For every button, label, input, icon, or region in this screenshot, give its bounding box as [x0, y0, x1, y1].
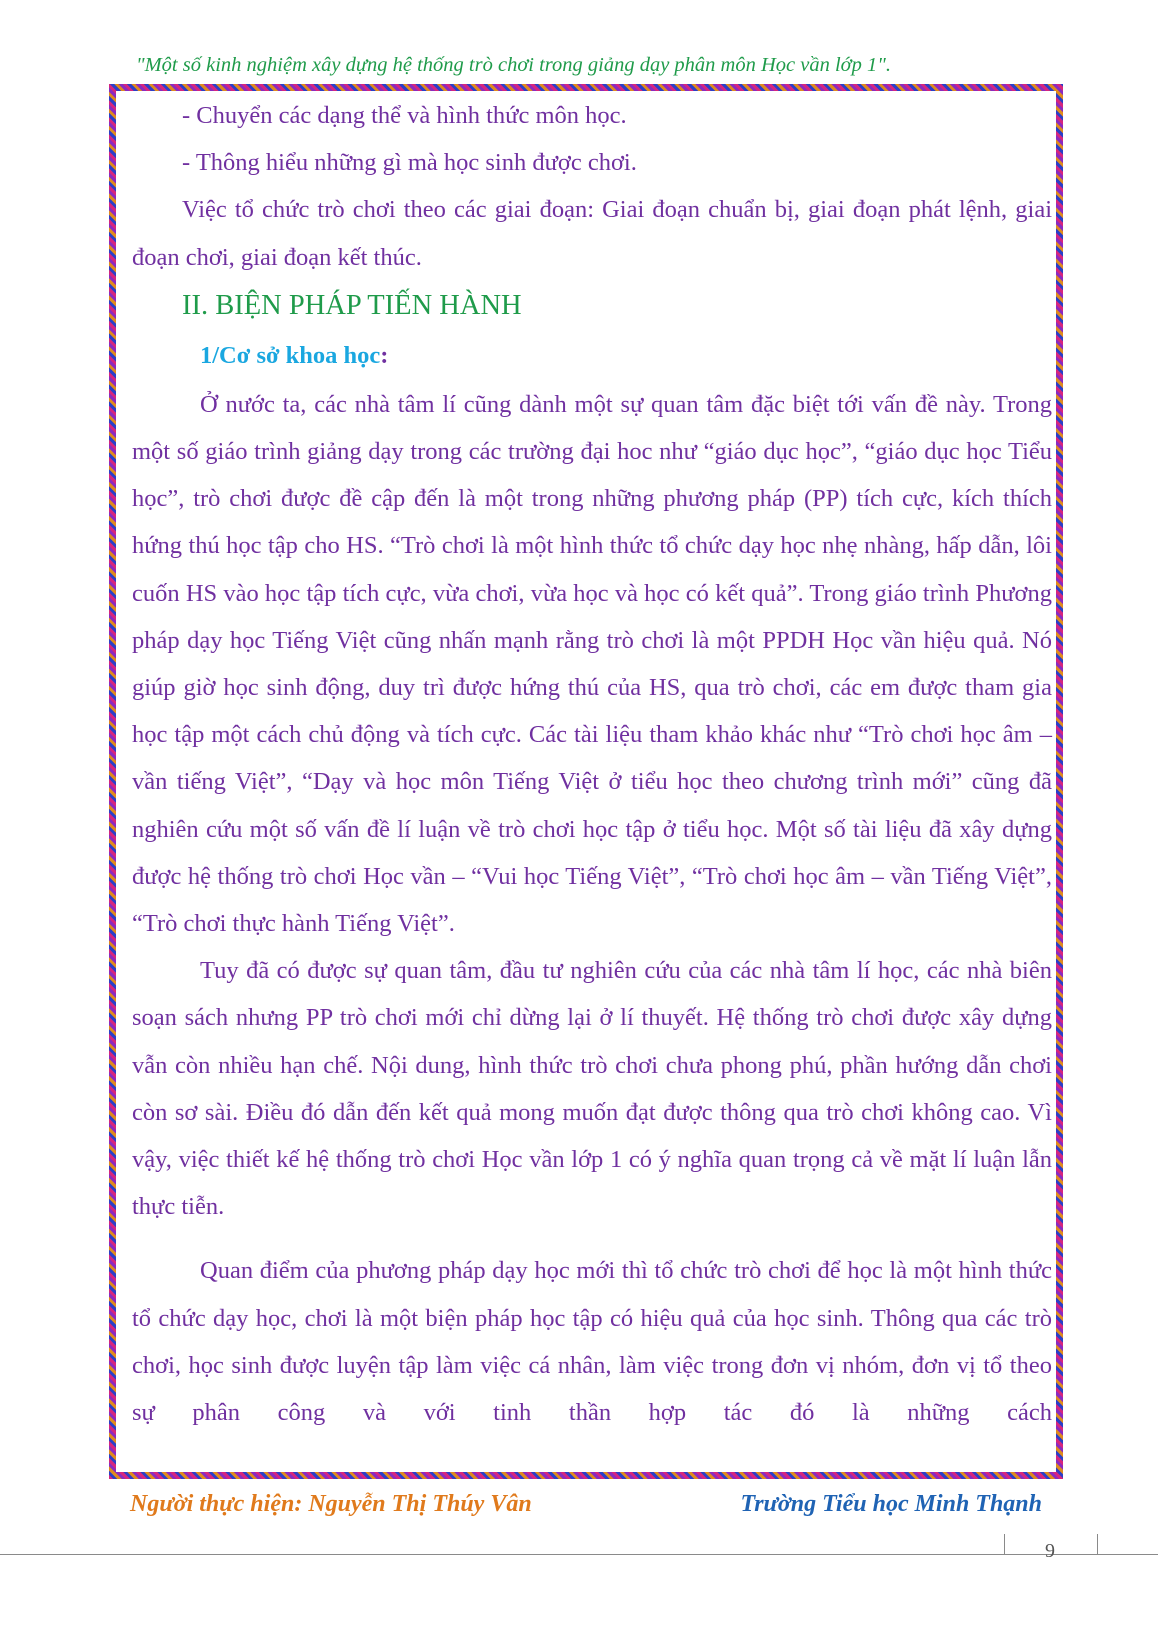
paragraph-2: Tuy đã có được sự quan tâm, đầu tư nghiên cứu của các nhà tâm lí học, các nhà biên soạn sách nhưng PP trò chơi mới chỉ dừng lại ở lí thuyết. Hệ thống trò chơi được xây dựng vẫn còn nhiều hạn chế. Nội dung, hình thức trò chơi chưa phong phú, phần hướng dẫn chơi còn sơ sài. Điều đó dẫn đến kết quả mong muốn đạt được thông qua trò chơi không cao. Vì vậy, việc thiết kế hệ thống trò chơi Học vần lớp 1 có ý nghĩa quan trọng cả về mặt lí luận lẫn thực tiễn.	[132, 957, 1052, 1221]
page-content	[132, 92, 1052, 1436]
page-number: 9	[1045, 1540, 1055, 1562]
paragraph-3: Quan điểm của phương pháp dạy học mới thì tổ chức trò chơi để học là một hình thức tổ chức dạy học, chơi là một biện pháp học tập có hiệu quả của học sinh. Thông qua các trò chơi, học sinh được luyện tập làm việc cá nhân, làm việc trong đơn vị nhóm, đơn vị tổ theo sự phân công và với tinh thần hợp tác đó là những cách	[132, 1257, 1052, 1427]
section-heading: II. BIỆN PHÁP TIẾN HÀNH	[182, 289, 522, 321]
document-header-title: "Một số kinh nghiệm xây dựng hệ thống trò chơi trong giảng dạy phân môn Học vần lớp 1".	[136, 54, 891, 76]
footer-school: Trường Tiểu học Minh Thạnh	[740, 1491, 1042, 1517]
bullet-line: - Thông hiểu những gì mà học sinh được chơi.	[182, 149, 637, 177]
subsection-heading	[132, 331, 1052, 381]
bullet-line: - Chuyển các dạng thể và hình thức môn học.	[182, 102, 627, 129]
paragraph-1: Ở nước ta, các nhà tâm lí cũng dành một sự quan tâm đặc biệt tới vấn đề này. Trong một số giáo trình giảng dạy trong các trường đại hoc như “giáo dục học”, “giáo dục học Tiểu học”, trò chơi được đề cập đến là một trong những phương pháp (PP) tích cực, kích thích hứng thú học tập cho HS. “Trò chơi là một hình thức tổ chức dạy học nhẹ nhàng, hấp dẫn, lôi cuốn HS vào học tập tích cực, vừa chơi, vừa học và học có kết quả”. Trong giáo trình Phương pháp dạy học Tiếng Việt cũng nhấn mạnh rằng trò chơi là một PPDH Học vần hiệu quả. Nó giúp giờ học sinh động, duy trì được hứng thú của HS, qua trò chơi, các em được tham gia học tập một cách chủ động và tích cực. Các tài liệu tham khảo khác như “Trò chơi học âm – vần tiếng Việt”, “Dạy và học môn Tiếng Việt ở tiểu học theo chương trình mới” cũng đã nghiên cứu một số vấn đề lí luận về trò chơi học tập ở tiểu học. Một số tài liệu đã xây dựng được hệ thống trò chơi Học vần – “Vui học Tiếng Việt”, “Trò chơi học âm – vần Tiếng Việt”, “Trò chơi thực hành Tiếng Việt”.	[132, 390, 1052, 938]
footer-divider	[0, 1554, 1158, 1555]
footer-author: Người thực hiện: Nguyễn Thị Thúy Vân	[130, 1491, 532, 1517]
paragraph-stages: Việc tổ chức trò chơi theo các giai đoạn: Giai đoạn chuẩn bị, giai đoạn phát lệnh, giai đoạn chơi, giai đoạn kết thúc.	[132, 196, 1052, 271]
subsection-heading-colon: :	[380, 341, 389, 369]
subsection-heading-text: 1/Cơ sở khoa học	[200, 341, 381, 369]
